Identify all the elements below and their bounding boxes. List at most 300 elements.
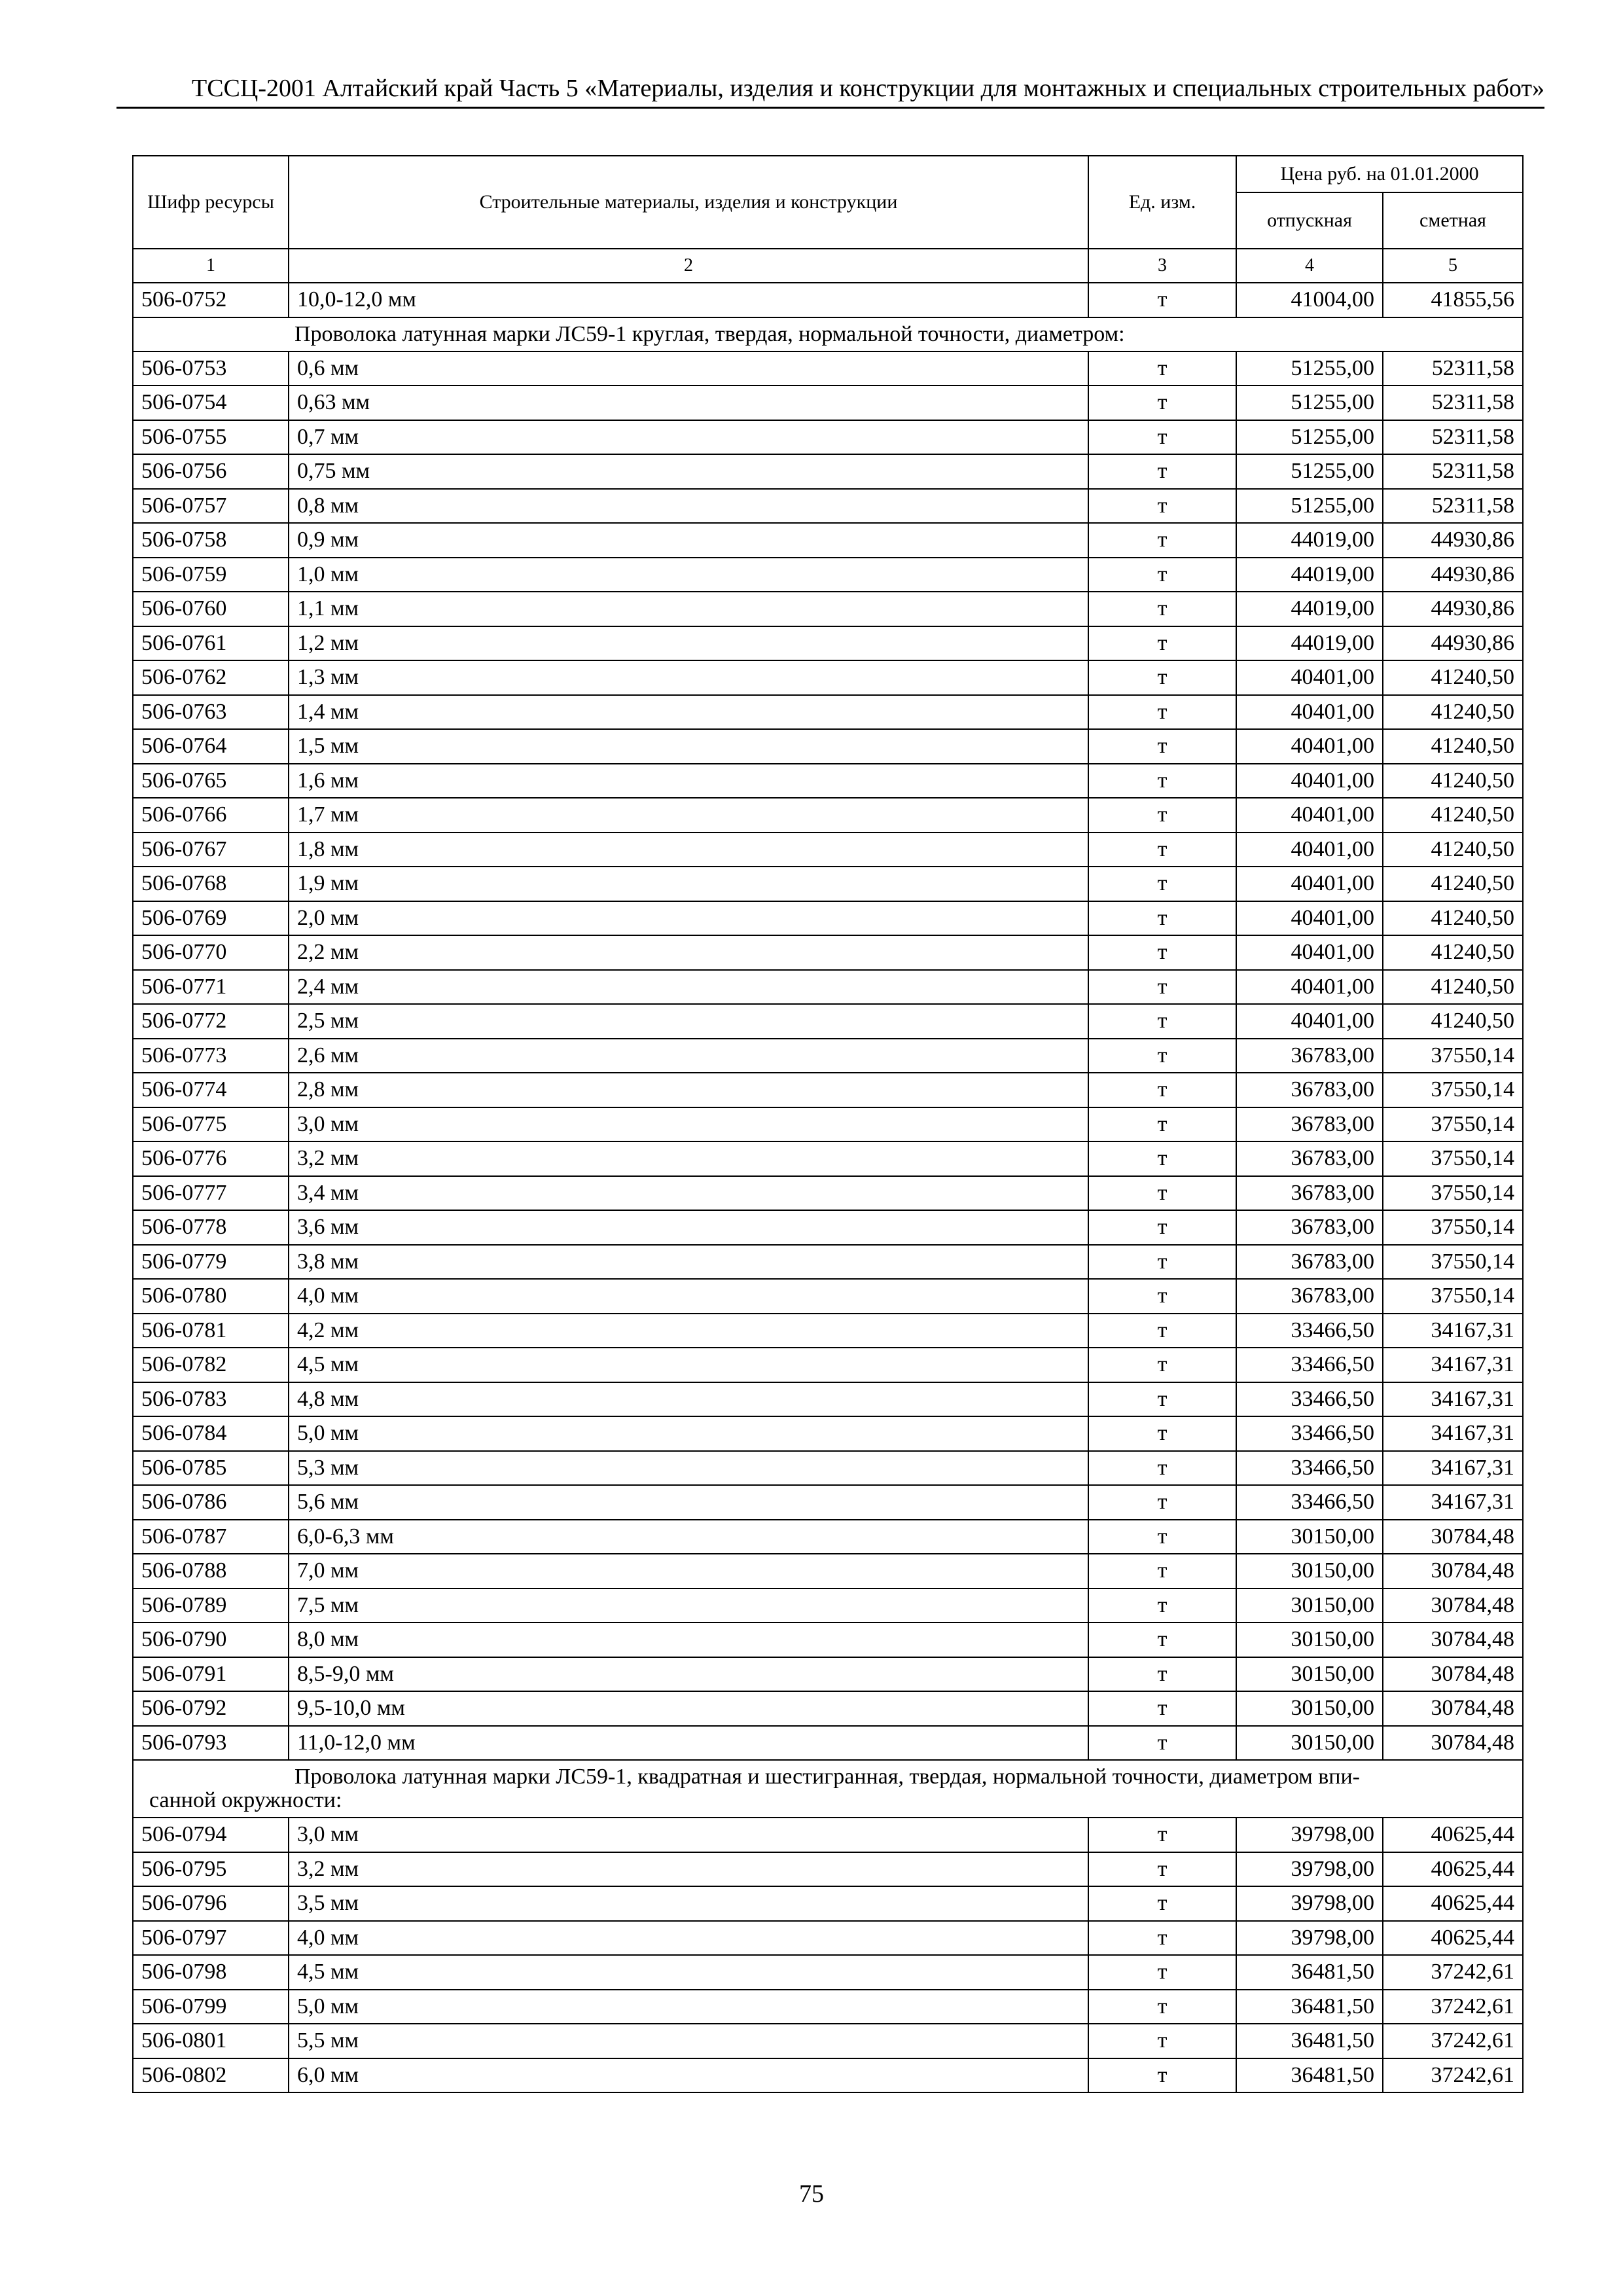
material-name: 7,0 мм [289,1554,1088,1588]
release-price: 36783,00 [1236,1141,1383,1176]
unit: т [1088,454,1236,489]
table-row [133,1886,1523,1921]
column-number: 5 [1383,249,1523,283]
release-price: 40401,00 [1236,935,1383,970]
release-price: 40401,00 [1236,833,1383,867]
page-number: 75 [799,2180,824,2208]
estimate-price: 41240,50 [1383,833,1523,867]
unit: т [1088,592,1236,626]
release-price: 36481,50 [1236,2058,1383,2093]
unit: т [1088,1107,1236,1142]
release-price: 33466,50 [1236,1348,1383,1382]
header-code: Шифр ресурсы [133,156,289,249]
header-name: Строительные материалы, изделия и конструкции [289,156,1088,249]
resource-code: 506-0757 [133,489,289,524]
estimate-price: 41240,50 [1383,901,1523,936]
table-row [133,1921,1523,1956]
resource-code: 506-0760 [133,592,289,626]
table-row [133,1382,1523,1417]
release-price: 51255,00 [1236,386,1383,420]
material-name: 3,0 мм [289,1107,1088,1142]
material-name: 4,8 мм [289,1382,1088,1417]
unit: т [1088,1416,1236,1451]
table-row [133,386,1523,420]
release-price: 40401,00 [1236,660,1383,695]
estimate-price: 41240,50 [1383,764,1523,798]
release-price: 51255,00 [1236,454,1383,489]
estimate-price: 37550,14 [1383,1039,1523,1073]
resource-code: 506-0801 [133,2024,289,2058]
table-row [133,798,1523,833]
estimate-price: 44930,86 [1383,558,1523,592]
estimate-price: 37242,61 [1383,2058,1523,2093]
release-price: 36783,00 [1236,1107,1383,1142]
material-name: 1,4 мм [289,695,1088,730]
table-row [133,867,1523,901]
release-price: 40401,00 [1236,764,1383,798]
group-heading [133,1760,1523,1818]
material-name: 1,7 мм [289,798,1088,833]
estimate-price: 30784,48 [1383,1657,1523,1692]
price-table [132,155,1524,2093]
table-row [133,1073,1523,1107]
header-price-group: Цена руб. на 01.01.2000 [1236,156,1523,192]
material-name: 2,5 мм [289,1004,1088,1039]
release-price: 40401,00 [1236,867,1383,901]
unit: т [1088,420,1236,455]
table-row [133,1623,1523,1657]
release-price: 30150,00 [1236,1520,1383,1554]
release-price: 41004,00 [1236,283,1383,317]
resource-code: 506-0786 [133,1485,289,1520]
estimate-price: 41240,50 [1383,798,1523,833]
table-row [133,935,1523,970]
header-rule [116,107,1544,109]
unit: т [1088,1886,1236,1921]
unit: т [1088,764,1236,798]
release-price: 33466,50 [1236,1314,1383,1348]
material-name: 1,6 мм [289,764,1088,798]
resource-code: 506-0770 [133,935,289,970]
resource-code: 506-0785 [133,1451,289,1486]
unit: т [1088,1210,1236,1245]
unit: т [1088,1955,1236,1990]
release-price: 30150,00 [1236,1691,1383,1726]
table-row [133,1691,1523,1726]
header-unit: Ед. изм. [1088,156,1236,249]
release-price: 39798,00 [1236,1818,1383,1852]
resource-code: 506-0752 [133,283,289,317]
unit: т [1088,558,1236,592]
release-price: 44019,00 [1236,592,1383,626]
material-name: 1,5 мм [289,729,1088,764]
table-row [133,626,1523,661]
unit: т [1088,1852,1236,1887]
material-name: 1,2 мм [289,626,1088,661]
table-row [133,1245,1523,1280]
header-release-price: отпускная [1236,192,1383,249]
unit: т [1088,1039,1236,1073]
table-row [133,523,1523,558]
material-name: 10,0-12,0 мм [289,283,1088,317]
table-row [133,592,1523,626]
material-name: 0,9 мм [289,523,1088,558]
resource-code: 506-0774 [133,1073,289,1107]
material-name: 3,5 мм [289,1886,1088,1921]
resource-code: 506-0781 [133,1314,289,1348]
resource-code: 506-0791 [133,1657,289,1692]
unit: т [1088,523,1236,558]
material-name: 6,0-6,3 мм [289,1520,1088,1554]
release-price: 30150,00 [1236,1726,1383,1761]
estimate-price: 52311,58 [1383,351,1523,386]
column-number: 2 [289,249,1088,283]
release-price: 40401,00 [1236,798,1383,833]
table-row [133,660,1523,695]
material-name: 8,0 мм [289,1623,1088,1657]
column-number: 4 [1236,249,1383,283]
release-price: 36481,50 [1236,2024,1383,2058]
resource-code: 506-0783 [133,1382,289,1417]
table-row [133,1210,1523,1245]
table-row [133,1314,1523,1348]
material-name: 9,5-10,0 мм [289,1691,1088,1726]
estimate-price: 41240,50 [1383,729,1523,764]
material-name: 3,2 мм [289,1141,1088,1176]
table-row [133,1039,1523,1073]
resource-code: 506-0796 [133,1886,289,1921]
resource-code: 506-0782 [133,1348,289,1382]
unit: т [1088,1141,1236,1176]
estimate-price: 30784,48 [1383,1554,1523,1588]
resource-code: 506-0797 [133,1921,289,1956]
resource-code: 506-0792 [133,1691,289,1726]
estimate-price: 37550,14 [1383,1073,1523,1107]
estimate-price: 52311,58 [1383,454,1523,489]
unit: т [1088,489,1236,524]
table-row [133,1588,1523,1623]
material-name: 5,6 мм [289,1485,1088,1520]
table-row [133,1141,1523,1176]
estimate-price: 37550,14 [1383,1245,1523,1280]
resource-code: 506-0798 [133,1955,289,1990]
material-name: 3,0 мм [289,1818,1088,1852]
resource-code: 506-0767 [133,833,289,867]
unit: т [1088,2058,1236,2093]
table-row [133,833,1523,867]
unit: т [1088,1623,1236,1657]
resource-code: 506-0793 [133,1726,289,1761]
unit: т [1088,1073,1236,1107]
table-row [133,1657,1523,1692]
estimate-price: 44930,86 [1383,523,1523,558]
estimate-price: 52311,58 [1383,489,1523,524]
table-row [133,2058,1523,2093]
material-name: 2,8 мм [289,1073,1088,1107]
unit: т [1088,1176,1236,1211]
estimate-price: 41240,50 [1383,970,1523,1005]
estimate-price: 30784,48 [1383,1623,1523,1657]
release-price: 40401,00 [1236,1004,1383,1039]
unit: т [1088,1990,1236,2024]
release-price: 51255,00 [1236,420,1383,455]
resource-code: 506-0755 [133,420,289,455]
estimate-price: 44930,86 [1383,592,1523,626]
estimate-price: 30784,48 [1383,1520,1523,1554]
estimate-price: 37242,61 [1383,1955,1523,1990]
resource-code: 506-0761 [133,626,289,661]
material-name: 0,63 мм [289,386,1088,420]
unit: т [1088,901,1236,936]
estimate-price: 37550,14 [1383,1279,1523,1314]
table-row [133,558,1523,592]
resource-code: 506-0776 [133,1141,289,1176]
release-price: 36783,00 [1236,1039,1383,1073]
resource-code: 506-0759 [133,558,289,592]
release-price: 33466,50 [1236,1485,1383,1520]
material-name: 2,6 мм [289,1039,1088,1073]
estimate-price: 44930,86 [1383,626,1523,661]
estimate-price: 41240,50 [1383,935,1523,970]
estimate-price: 30784,48 [1383,1726,1523,1761]
group-heading-line: санной окружности: [149,1788,342,1812]
group-heading-line: Проволока латунная марки ЛС59-1, квадратная и шестигранная, твердая, нормальной точности, диаметром впи- [294,1765,1360,1789]
unit: т [1088,1921,1236,1956]
unit: т [1088,1520,1236,1554]
unit: т [1088,867,1236,901]
estimate-price: 34167,31 [1383,1451,1523,1486]
resource-code: 506-0753 [133,351,289,386]
estimate-price: 52311,58 [1383,386,1523,420]
release-price: 44019,00 [1236,523,1383,558]
estimate-price: 30784,48 [1383,1691,1523,1726]
unit: т [1088,1588,1236,1623]
unit: т [1088,386,1236,420]
material-name: 1,0 мм [289,558,1088,592]
unit: т [1088,1245,1236,1280]
material-name: 3,4 мм [289,1176,1088,1211]
material-name: 1,3 мм [289,660,1088,695]
release-price: 36783,00 [1236,1210,1383,1245]
table-row [133,1004,1523,1039]
resource-code: 506-0769 [133,901,289,936]
unit: т [1088,1279,1236,1314]
release-price: 30150,00 [1236,1657,1383,1692]
table-row [133,695,1523,730]
release-price: 40401,00 [1236,901,1383,936]
estimate-price: 37550,14 [1383,1210,1523,1245]
table-row [133,1955,1523,1990]
material-name: 5,5 мм [289,2024,1088,2058]
group-heading: Проволока латунная марки ЛС59-1 круглая, твердая, нормальной точности, диаметром: [133,317,1523,351]
table-row [133,1107,1523,1142]
unit: т [1088,1554,1236,1588]
table-row [133,489,1523,524]
resource-code: 506-0763 [133,695,289,730]
unit: т [1088,1485,1236,1520]
material-name: 2,2 мм [289,935,1088,970]
material-name: 0,8 мм [289,489,1088,524]
release-price: 39798,00 [1236,1886,1383,1921]
resource-code: 506-0799 [133,1990,289,2024]
estimate-price: 52311,58 [1383,420,1523,455]
release-price: 51255,00 [1236,489,1383,524]
estimate-price: 41240,50 [1383,1004,1523,1039]
estimate-price: 34167,31 [1383,1382,1523,1417]
release-price: 44019,00 [1236,558,1383,592]
material-name: 4,2 мм [289,1314,1088,1348]
resource-code: 506-0778 [133,1210,289,1245]
release-price: 30150,00 [1236,1623,1383,1657]
table-row [133,764,1523,798]
estimate-price: 34167,31 [1383,1348,1523,1382]
unit: т [1088,1818,1236,1852]
release-price: 36783,00 [1236,1073,1383,1107]
column-number: 1 [133,249,289,283]
resource-code: 506-0764 [133,729,289,764]
resource-code: 506-0780 [133,1279,289,1314]
unit: т [1088,833,1236,867]
estimate-price: 34167,31 [1383,1416,1523,1451]
material-name: 11,0-12,0 мм [289,1726,1088,1761]
table-row [133,351,1523,386]
unit: т [1088,283,1236,317]
column-number: 3 [1088,249,1236,283]
material-name: 2,0 мм [289,901,1088,936]
table-row [133,1279,1523,1314]
group-heading-row [133,1760,1523,1818]
estimate-price: 41855,56 [1383,283,1523,317]
material-name: 5,0 мм [289,1416,1088,1451]
release-price: 39798,00 [1236,1852,1383,1887]
resource-code: 506-0790 [133,1623,289,1657]
unit: т [1088,1657,1236,1692]
column-number-row [133,249,1523,283]
estimate-price: 40625,44 [1383,1818,1523,1852]
material-name: 5,3 мм [289,1451,1088,1486]
resource-code: 506-0795 [133,1852,289,1887]
group-heading-row [133,317,1523,351]
material-name: 1,8 мм [289,833,1088,867]
resource-code: 506-0754 [133,386,289,420]
header-estimate-price: сметная [1383,192,1523,249]
material-name: 3,6 мм [289,1210,1088,1245]
unit: т [1088,1348,1236,1382]
table-row [133,283,1523,317]
table-row [133,1554,1523,1588]
unit: т [1088,970,1236,1005]
material-name: 1,1 мм [289,592,1088,626]
release-price: 33466,50 [1236,1382,1383,1417]
table-row [133,970,1523,1005]
resource-code: 506-0788 [133,1554,289,1588]
resource-code: 506-0802 [133,2058,289,2093]
release-price: 30150,00 [1236,1554,1383,1588]
table-row [133,1348,1523,1382]
estimate-price: 40625,44 [1383,1921,1523,1956]
estimate-price: 37550,14 [1383,1107,1523,1142]
unit: т [1088,798,1236,833]
estimate-price: 34167,31 [1383,1314,1523,1348]
material-name: 0,7 мм [289,420,1088,455]
release-price: 36481,50 [1236,1990,1383,2024]
resource-code: 506-0787 [133,1520,289,1554]
estimate-price: 30784,48 [1383,1588,1523,1623]
table-row [133,1176,1523,1211]
resource-code: 506-0765 [133,764,289,798]
table-row [133,1818,1523,1852]
material-name: 4,0 мм [289,1921,1088,1956]
table-row [133,454,1523,489]
material-name: 3,8 мм [289,1245,1088,1280]
material-name: 2,4 мм [289,970,1088,1005]
material-name: 3,2 мм [289,1852,1088,1887]
material-name: 5,0 мм [289,1990,1088,2024]
unit: т [1088,2024,1236,2058]
unit: т [1088,626,1236,661]
resource-code: 506-0772 [133,1004,289,1039]
unit: т [1088,729,1236,764]
unit: т [1088,660,1236,695]
table-row [133,2024,1523,2058]
estimate-price: 37550,14 [1383,1141,1523,1176]
estimate-price: 37242,61 [1383,1990,1523,2024]
unit: т [1088,935,1236,970]
material-name: 7,5 мм [289,1588,1088,1623]
resource-code: 506-0777 [133,1176,289,1211]
table-row [133,901,1523,936]
table-row [133,1726,1523,1761]
unit: т [1088,351,1236,386]
table-row [133,420,1523,455]
release-price: 36481,50 [1236,1955,1383,1990]
unit: т [1088,1451,1236,1486]
resource-code: 506-0756 [133,454,289,489]
release-price: 33466,50 [1236,1416,1383,1451]
material-name: 4,0 мм [289,1279,1088,1314]
estimate-price: 40625,44 [1383,1886,1523,1921]
resource-code: 506-0766 [133,798,289,833]
material-name: 0,6 мм [289,351,1088,386]
unit: т [1088,1726,1236,1761]
estimate-price: 40625,44 [1383,1852,1523,1887]
unit: т [1088,695,1236,730]
estimate-price: 34167,31 [1383,1485,1523,1520]
material-name: 4,5 мм [289,1348,1088,1382]
release-price: 36783,00 [1236,1176,1383,1211]
resource-code: 506-0768 [133,867,289,901]
resource-code: 506-0775 [133,1107,289,1142]
release-price: 40401,00 [1236,970,1383,1005]
table-row [133,1451,1523,1486]
release-price: 39798,00 [1236,1921,1383,1956]
resource-code: 506-0762 [133,660,289,695]
unit: т [1088,1691,1236,1726]
resource-code: 506-0789 [133,1588,289,1623]
estimate-price: 37242,61 [1383,2024,1523,2058]
running-header: ТССЦ-2001 Алтайский край Часть 5 «Материалы, изделия и конструкции для монтажных и специальных строительных работ» [192,75,1544,102]
material-name: 8,5-9,0 мм [289,1657,1088,1692]
material-name: 0,75 мм [289,454,1088,489]
resource-code: 506-0771 [133,970,289,1005]
release-price: 36783,00 [1236,1279,1383,1314]
release-price: 44019,00 [1236,626,1383,661]
unit: т [1088,1314,1236,1348]
resource-code: 506-0779 [133,1245,289,1280]
table-row [133,1485,1523,1520]
release-price: 40401,00 [1236,695,1383,730]
table-row [133,1990,1523,2024]
